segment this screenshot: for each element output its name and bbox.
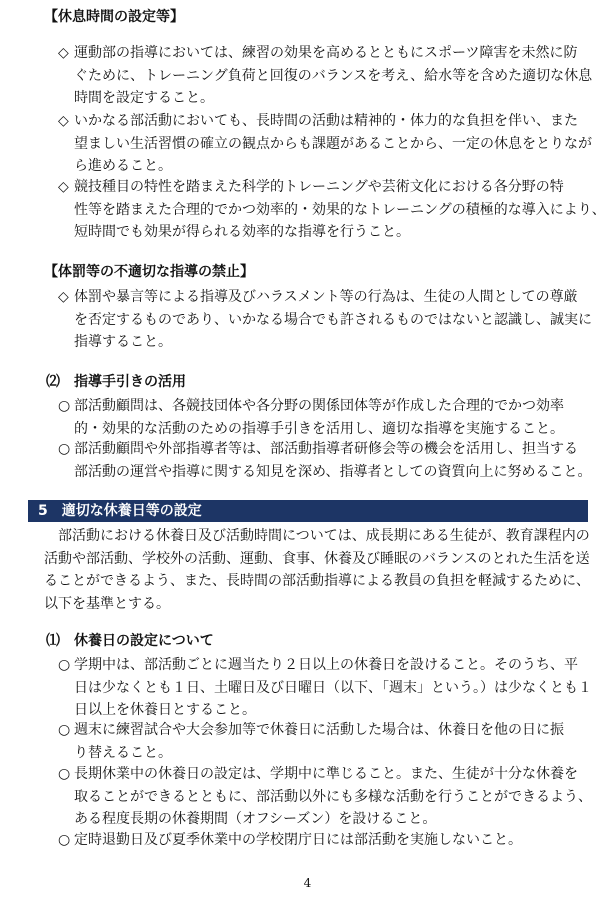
text-line: ぐために、トレーニング負荷と回復のバランスを考え、給水等を含めた適切な休息 [74, 67, 593, 84]
circle-bullet-icon: ○ [58, 722, 71, 738]
rest-time-item-1 [58, 42, 598, 110]
text-line: 部活動顧問や外部指導者等は、部活動指導者研修会等の機会を活用し、担当する [74, 441, 578, 457]
text-line: いかなる部活動においても、長時間の活動は精神的・体力的な負担を伴い、また [74, 113, 578, 129]
diamond-bullet-icon: ◇ [58, 45, 69, 61]
rest-days-heading: ⑴ 休養日の設定について [46, 633, 214, 649]
text-line: 性等を踏まえた合理的でかつ効率的・効果的なトレーニングの積極的な導入により、 [74, 201, 606, 218]
text-line: 指導すること。 [74, 334, 172, 350]
page-number: 4 [303, 876, 312, 890]
text-line: り替えること。 [74, 744, 172, 761]
diamond-bullet-icon: ◇ [58, 113, 69, 129]
text-line: 以下を基準とする。 [44, 595, 170, 612]
rest-time-item-3 [58, 176, 606, 244]
punishment-heading: 【体罰等の不適切な指導の禁止】 [44, 264, 254, 280]
text-line: 的・効果的な活動のための指導手引きを活用し、適切な指導を実施すること。 [74, 420, 564, 437]
text-line: ある程度長期の休養期間（オフシーズン）を設けること。 [74, 811, 437, 827]
circle-bullet-icon: ○ [58, 766, 71, 782]
section-5-title: 5 適切な休養日等の設定 [38, 503, 202, 519]
text-line: 短時間でも効果が得られる効率的な指導を行うこと。 [74, 224, 410, 240]
section-5-intro [44, 525, 594, 615]
rest-days-item-2 [58, 719, 598, 764]
text-line: 活動や部活動、学校外の活動、運動、食事、休養及び睡眠のバランスのとれた生活を送 [44, 550, 590, 567]
text-line: 運動部の指導においては、練習の効果を高めるとともにスポーツ障害を未然に防 [74, 45, 578, 61]
text-line: 日以上を休養日とすること。 [74, 702, 256, 718]
text-line: 週末に練習試合や大会参加等で休養日に活動した場合は、休養日を他の日に振 [74, 722, 564, 738]
guidance-item-1 [58, 395, 598, 440]
text-line: 取ることができるとともに、部活動以外にも多様な活動を行うことができるよう、 [74, 788, 592, 805]
text-line: 学期中は、部活動ごとに週当たり２日以上の休養日を設けること。そのうち、平 [74, 657, 578, 673]
circle-bullet-icon: ○ [58, 441, 71, 457]
text-line: 部活動顧問は、各競技団体や各分野の関係団体等が作成した合理的でかつ効率 [74, 398, 564, 414]
text-line: 時間を設定すること。 [74, 90, 214, 106]
rest-time-heading: 【休息時間の設定等】 [44, 9, 184, 25]
circle-bullet-icon: ○ [58, 832, 71, 848]
diamond-bullet-icon: ◇ [58, 179, 69, 195]
punishment-item-1 [58, 286, 598, 354]
text-line: 部活動における休養日及び活動時間については、成長期にある生徒が、教育課程内の [44, 528, 590, 544]
text-line: 定時退勤日及び夏季休業中の学校閉庁日には部活動を実施しないこと。 [74, 832, 522, 848]
text-line: 日は少なくとも１日、土曜日及び日曜日（以下、「週末」という。）は少なくとも１ [74, 679, 592, 696]
guidance-manual-heading: ⑵ 指導手引きの活用 [46, 374, 186, 390]
rest-time-item-2 [58, 110, 598, 178]
text-line: 体罰や暴言等による指導及びハラスメント等の行為は、生徒の人間としての尊厳 [74, 289, 578, 305]
circle-bullet-icon: ○ [58, 657, 71, 673]
text-line: ることができるよう、また、長時間の部活動指導による教員の負担を軽減するために、 [44, 573, 590, 589]
rest-days-item-1 [58, 654, 598, 722]
text-line: ら進めること。 [74, 158, 172, 174]
text-line: 長期休業中の休養日の設定は、学期中に準じること。また、生徒が十分な休養を [74, 766, 578, 782]
rest-days-item-4 [58, 829, 598, 852]
rest-days-item-3 [58, 763, 598, 831]
circle-bullet-icon: ○ [58, 398, 71, 414]
section-5-title-bar [28, 500, 588, 522]
guidance-item-2 [58, 438, 598, 483]
text-line: を否定するものであり、いかなる場合でも許されるものではないと認識し、誠実に [74, 311, 592, 328]
text-line: 望ましい生活習慣の確立の観点からも課題があることから、一定の休息をとりなが [74, 135, 592, 152]
text-line: 競技種目の特性を踏まえた科学的トレーニングや芸術文化における各分野の特 [74, 179, 564, 195]
diamond-bullet-icon: ◇ [58, 289, 69, 305]
text-line: 部活動の運営や指導に関する知見を深め、指導者としての資質向上に努めること。 [74, 463, 592, 480]
